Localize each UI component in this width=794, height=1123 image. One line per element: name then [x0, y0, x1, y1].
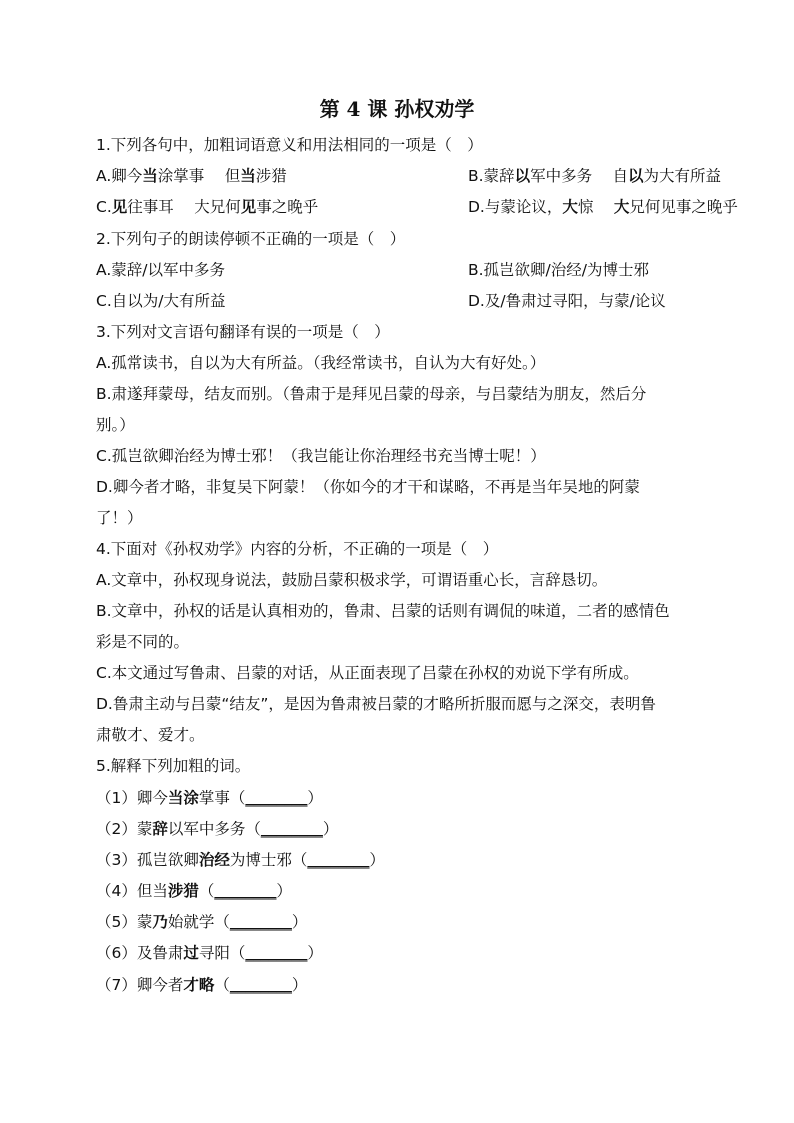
q1-options-row1 — [96, 165, 722, 187]
answer-blank[interactable]: ________ — [260, 820, 323, 838]
q3-stem: 3.下列对文言语句翻译有误的一项是（ ） — [96, 323, 390, 341]
q1-options-row2 — [96, 196, 738, 218]
q3-option-b-line1: B.肃遂拜蒙母，结友而别。（鲁肃于是拜见吕蒙的母亲，与吕蒙结为朋友，然后分 — [96, 385, 647, 403]
q5-item-3: （3）孤岂欲卿治经为博士邪（________） — [96, 851, 385, 869]
q2-option-d: D.及/鲁肃过寻阳，与蒙/论议 — [468, 292, 666, 310]
q2-option-c: C.自以为/大有所益 — [96, 292, 226, 310]
q2-option-a: A.蒙辞/以军中多务 — [96, 261, 225, 279]
q1-stem: 1.下列各句中，加粗词语意义和用法相同的一项是（ ） — [96, 136, 483, 154]
q2-options-row1 — [96, 259, 650, 281]
q4-option-a: A.文章中，孙权现身说法，鼓励吕蒙积极求学，可谓语重心长，言辞恳切。 — [96, 571, 608, 589]
q1-option-a: A.卿今当涂掌事 但当涉猎 — [96, 167, 287, 185]
q3-option-d-line1: D.卿今者才略，非复吴下阿蒙！（你如今的才干和谋略，不再是当年吴地的阿蒙 — [96, 478, 640, 496]
q3-option-a: A.孤常读书，自以为大有所益。（我经常读书，自认为大有好处。） — [96, 354, 546, 372]
page-title: 第 4 课 孙权劝学 — [319, 97, 475, 121]
answer-blank[interactable]: ________ — [307, 851, 370, 869]
q5-item-4: （4）但当涉猎（________） — [96, 882, 292, 900]
q2-options-row2 — [96, 290, 666, 312]
q3-option-d-line2: 了！） — [96, 509, 143, 527]
q4-option-b-line2: 彩是不同的。 — [96, 633, 190, 651]
q2-option-b: B.孤岂欲卿/治经/为博士邪 — [468, 261, 650, 279]
q4-stem: 4.下面对《孙权劝学》内容的分析，不正确的一项是（ ） — [96, 540, 499, 558]
answer-blank[interactable]: ________ — [245, 789, 308, 807]
q5-item-2: （2）蒙辞以军中多务（________） — [96, 820, 339, 838]
q5-item-7: （7）卿今者才略（________） — [96, 976, 308, 994]
q1-option-c: C.见往事耳 大兄何见事之晚乎 — [96, 198, 319, 216]
q2-stem: 2.下列句子的朗读停顿不正确的一项是（ ） — [96, 230, 406, 248]
q4-option-c: C.本文通过写鲁肃、吕蒙的对话，从正面表现了吕蒙在孙权的劝说下学有所成。 — [96, 664, 639, 682]
q5-item-6: （6）及鲁肃过寻阳（________） — [96, 944, 323, 962]
answer-blank[interactable]: ________ — [214, 882, 277, 900]
q5-item-1: （1）卿今当涂掌事（________） — [96, 789, 323, 807]
q4-option-b-line1: B.文章中，孙权的话是认真相劝的，鲁肃、吕蒙的话则有调侃的味道，二者的感情色 — [96, 602, 670, 620]
q3-option-c: C.孤岂欲卿治经为博士邪！（我岂能让你治理经书充当博士呢！） — [96, 447, 546, 465]
answer-blank[interactable]: ________ — [229, 913, 292, 931]
answer-blank[interactable]: ________ — [229, 976, 292, 994]
q1-option-d: D.与蒙论议，大惊 大兄何见事之晚乎 — [468, 198, 738, 216]
q3-option-b-line2: 别。） — [96, 416, 135, 434]
q1-option-b: B.蒙辞以军中多务 自以为大有所益 — [468, 167, 722, 185]
answer-blank[interactable]: ________ — [245, 944, 308, 962]
q4-option-d-line2: 肃敬才、爱才。 — [96, 726, 205, 744]
q5-item-5: （5）蒙乃始就学（________） — [96, 913, 308, 931]
q4-option-d-line1: D.鲁肃主动与吕蒙“结友”，是因为鲁肃被吕蒙的才略所折服而愿与之深交，表明鲁 — [96, 695, 656, 713]
q5-stem: 5.解释下列加粗的词。 — [96, 757, 251, 775]
